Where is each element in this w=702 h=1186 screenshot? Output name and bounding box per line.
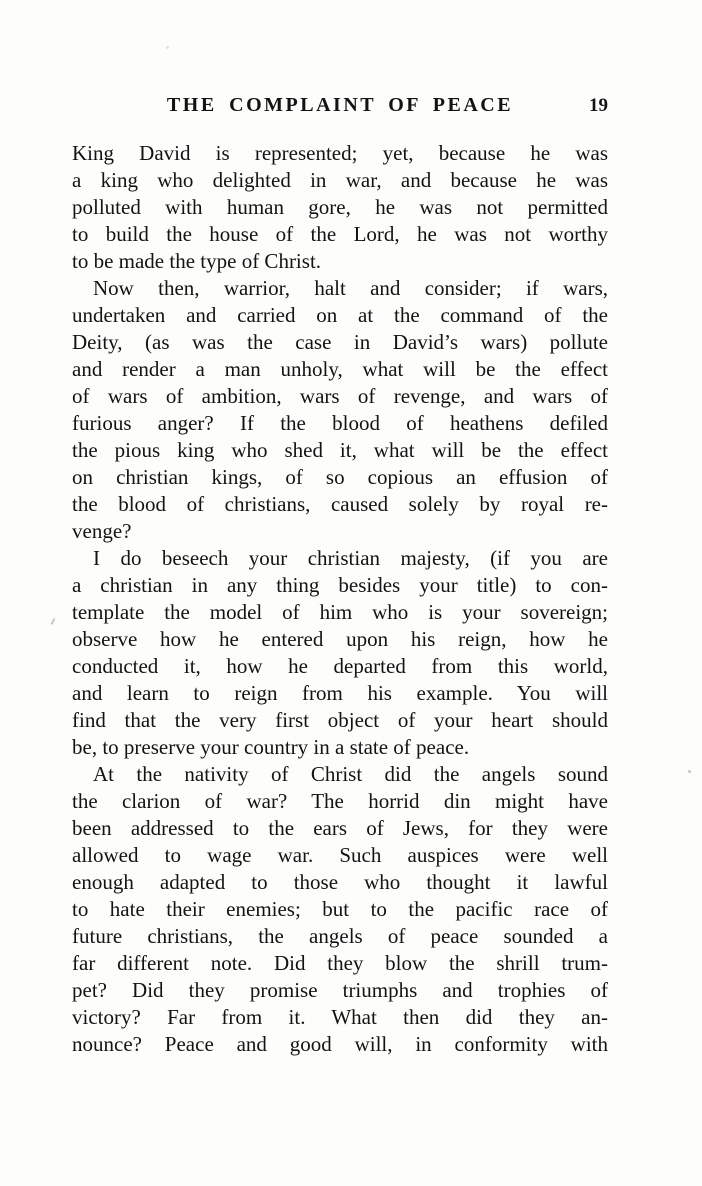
text-line: nounce? Peace and good will, in conformity with: [72, 1032, 608, 1056]
page-number: 19: [589, 95, 608, 116]
text-line: find that the very first object of your heart should: [72, 708, 608, 732]
text-line: the pious king who shed it, what will be the effect: [72, 438, 608, 462]
text-line: furious anger? If the blood of heathens defiled: [72, 411, 608, 435]
text-line: At the nativity of Christ did the angels sound: [93, 762, 608, 786]
text-line: far different note. Did they blow the shrill trum-: [72, 951, 608, 975]
text-line: be, to preserve your country in a state of peace.: [72, 735, 470, 759]
text-line: Deity, (as was the case in David’s wars) pollute: [72, 330, 608, 354]
text-line: allowed to wage war. Such auspices were well: [72, 843, 608, 867]
scan-speck: [688, 770, 691, 773]
text-line: conducted it, how he departed from this world,: [72, 654, 608, 678]
text-line: venge?: [72, 519, 132, 543]
paragraph: [72, 761, 608, 1058]
text-line: a king who delighted in war, and because he was: [72, 168, 608, 192]
body-text: [72, 140, 608, 1058]
text-line: to build the house of the Lord, he was not worthy: [72, 222, 608, 246]
text-line: observe how he entered upon his reign, how he: [72, 627, 608, 651]
running-title: THE COMPLAINT OF PEACE: [166, 94, 514, 116]
text-line: victory? Far from it. What then did they an-: [72, 1005, 608, 1029]
text-line: a christian in any thing besides your title) to con-: [72, 573, 608, 597]
text-line: been addressed to the ears of Jews, for they were: [72, 816, 608, 840]
text-line: I do beseech your christian majesty, (if you are: [93, 546, 608, 570]
text-line: pet? Did they promise triumphs and trophies of: [72, 978, 608, 1002]
text-line: on christian kings, of so copious an effusion of: [72, 465, 608, 489]
text-line: template the model of him who is your sovereign;: [72, 600, 608, 624]
page-header: [72, 93, 608, 118]
text-line: the blood of christians, caused solely by royal re-: [72, 492, 608, 516]
text-line: and learn to reign from his example. You will: [72, 681, 608, 705]
text-line: Now then, warrior, halt and consider; if wars,: [93, 276, 608, 300]
text-line: polluted with human gore, he was not permitted: [72, 195, 608, 219]
paragraph: [72, 140, 608, 275]
paragraph: [72, 275, 608, 545]
text-line: future christians, the angels of peace sounded a: [72, 924, 608, 948]
text-line: and render a man unholy, what will be the effect: [72, 357, 608, 381]
paragraph: [72, 545, 608, 761]
text-line: to be made the type of Christ.: [72, 249, 322, 273]
scan-speck: [50, 618, 55, 625]
scan-speck: [166, 46, 169, 49]
text-line: to hate their enemies; but to the pacific race of: [72, 897, 608, 921]
text-line: King David is represented; yet, because he was: [72, 141, 608, 165]
text-line: enough adapted to those who thought it lawful: [72, 870, 608, 894]
text-line: undertaken and carried on at the command of the: [72, 303, 608, 327]
text-line: of wars of ambition, wars of revenge, and wars of: [72, 384, 608, 408]
text-line: the clarion of war? The horrid din might have: [72, 789, 608, 813]
